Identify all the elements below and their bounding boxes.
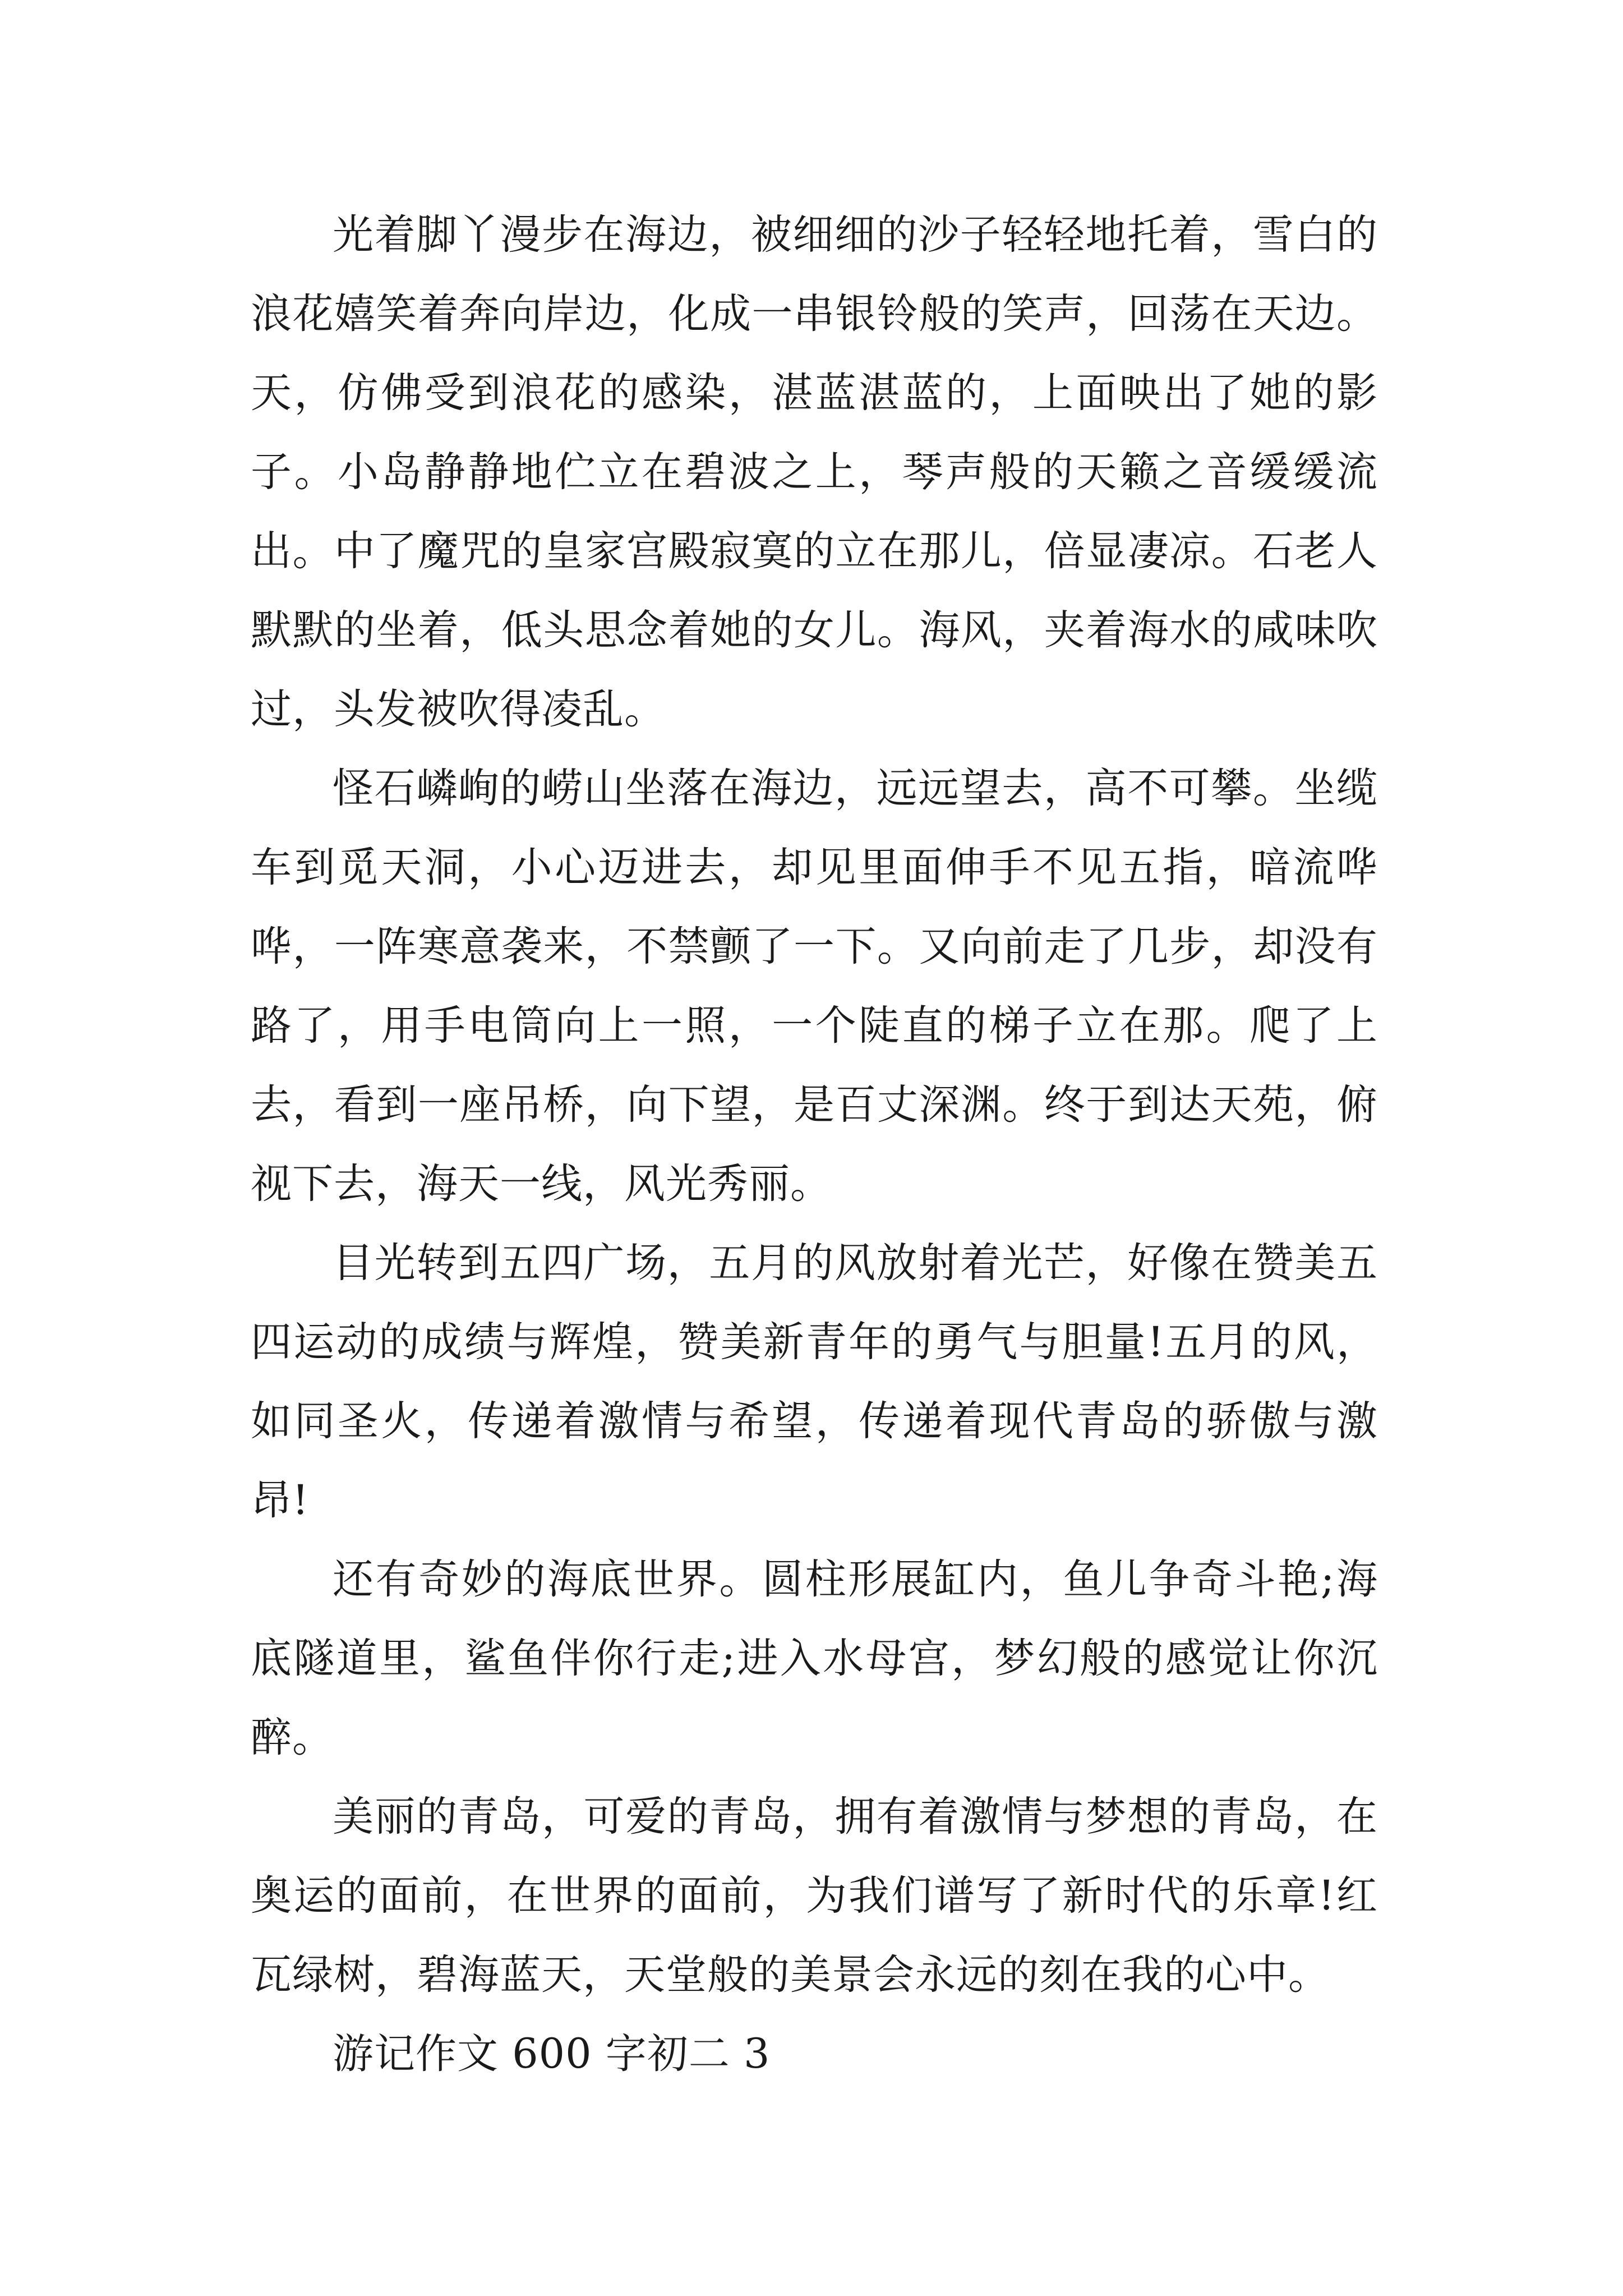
paragraph-5: 美丽的青岛，可爱的青岛，拥有着激情与梦想的青岛，在奥运的面前，在世界的面前，为我们谱写了新时代的乐章!红瓦绿树，碧海蓝天，天堂般的美景会永远的刻在我的心中。 xyxy=(251,1793,1378,1999)
paragraph-2: 怪石嶙峋的崂山坐落在海边，远远望去，高不可攀。坐缆车到觅天洞，小心迈进去，却见里面伸手不见五指，暗流哗哗，一阵寒意袭来，不禁颤了一下。又向前走了几步，却没有路了，用手电筒向上一照，一个陡直的梯子立在那。爬了上去，看到一座吊桥，向下望，是百丈深渊。终于到达天苑，俯视下去，海天一线，风光秀丽。 xyxy=(251,765,1378,1208)
paragraph-1: 光着脚丫漫步在海边，被细细的沙子轻轻地托着，雪白的浪花嬉笑着奔向岸边，化成一串银铃般的笑声，回荡在天边。天，仿佛受到浪花的感染，湛蓝湛蓝的，上面映出了她的影子。小岛静静地伫立在碧波之上，琴声般的天籁之音缓缓流出。中了魔咒的皇家宫殿寂寞的立在那儿，倍显凄凉。石老人默默的坐着，低头思念着她的女儿。海风，夹着海水的咸味吹过，头发被吹得凌乱。 xyxy=(251,211,1378,733)
paragraph-3: 目光转到五四广场，五月的风放射着光芒，好像在赞美五四运动的成绩与辉煌，赞美新青年的勇气与胆量!五月的风，如同圣火，传递着激情与希望，传递着现代青岛的骄傲与激昂! xyxy=(251,1239,1378,1524)
section-heading: 游记作文 600 字初二 3 xyxy=(333,2030,771,2078)
body-text xyxy=(251,195,1378,2093)
paragraph-4: 还有奇妙的海底世界。圆柱形展缸内，鱼儿争奇斗艳;海底隧道里，鲨鱼伴你行走;进入水母宫，梦幻般的感觉让你沉醉。 xyxy=(251,1556,1378,1761)
